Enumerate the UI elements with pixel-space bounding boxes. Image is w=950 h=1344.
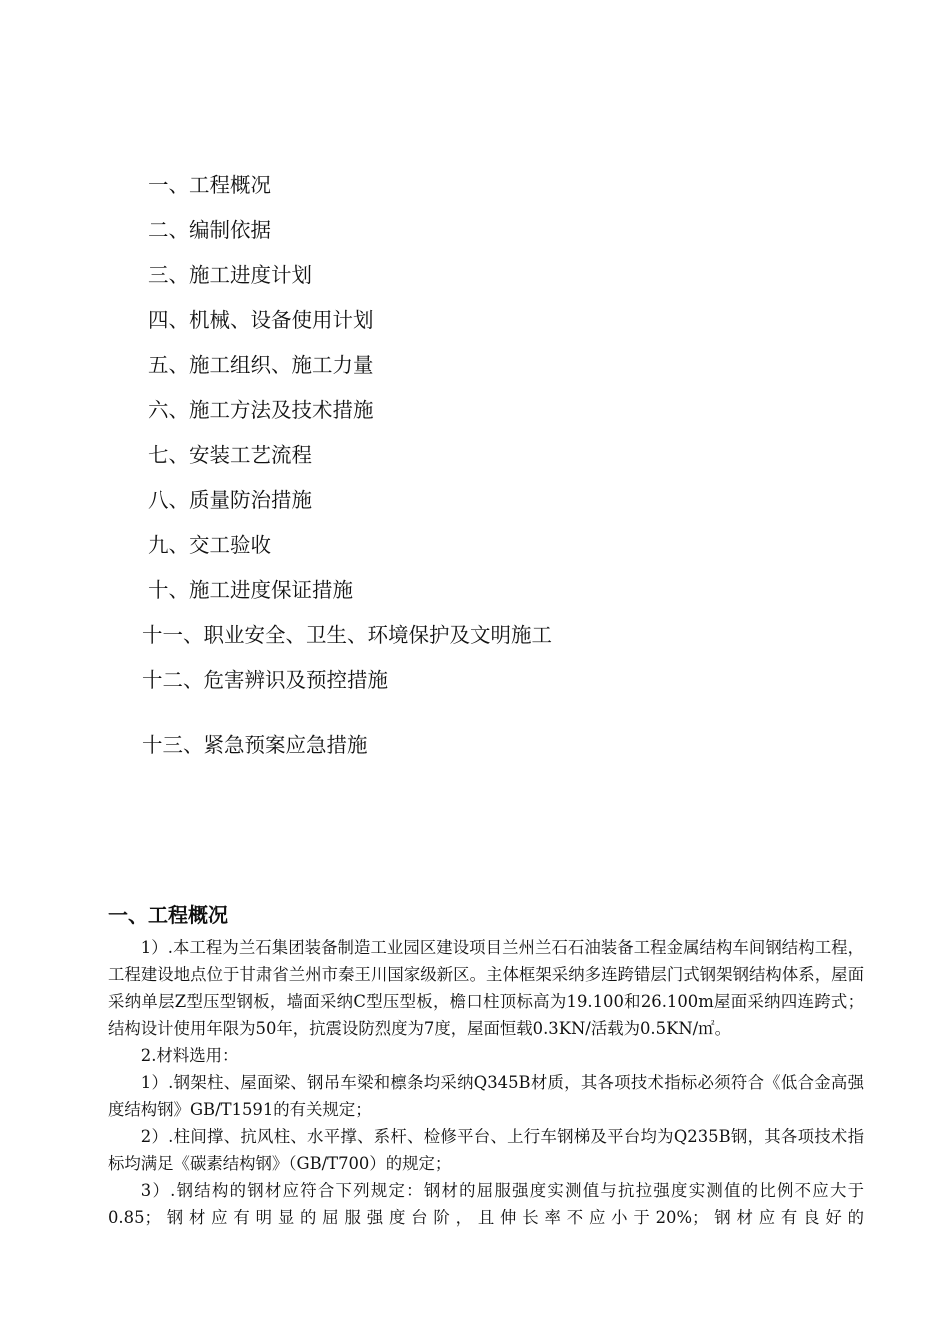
paragraph: 1）.本工程为兰石集团装备制造工业园区建设项目兰州兰石石油装备工程金属结构车间钢结构工程，工程建设地点位于甘肃省兰州市秦王川国家级新区。主体框架采纳多连跨错层门式钢架钢结构体系，屋面采纳单层Z型压型钢板，墙面采纳C型压型板，檐口柱顶标高为19.100和26.100m屋面采纳四连跨式；结构设计使用年限为50年，抗震设防烈度为7度，屋面恒载0.3KN/活载为0.5KN/㎡。 (108, 938, 864, 1038)
paragraph: 1）.钢架柱、屋面梁、钢吊车梁和檩条均采纳Q345B材质，其各项技术指标必须符合《低合金高强度结构钢》GB/T1591的有关规定； (108, 1073, 864, 1119)
paragraph: 2）.柱间撑、抗风柱、水平撑、系杆、检修平台、上行车钢梯及平台均为Q235B钢，其各项技术指标均满足《碳素结构钢》（GB/T700）的规定； (108, 1127, 864, 1173)
toc-item: 五、施工组织、施工力量 (148, 353, 374, 377)
section-body (108, 934, 864, 1231)
toc-item: 十、施工进度保证措施 (148, 578, 353, 602)
toc-item: 四、机械、设备使用计划 (148, 308, 374, 332)
toc-item: 九、交工验收 (148, 533, 271, 557)
toc-item: 二、编制依据 (148, 218, 271, 242)
section-heading: 一、工程概况 (108, 903, 228, 927)
toc-item: 六、施工方法及技术措施 (148, 398, 374, 422)
toc-item: 七、安装工艺流程 (148, 443, 312, 467)
toc-item: 十一、职业安全、卫生、环境保护及文明施工 (142, 623, 552, 647)
toc-item: 十二、危害辨识及预控措施 (142, 668, 388, 692)
toc-item: 八、质量防治措施 (148, 488, 312, 512)
toc-item: 一、工程概况 (148, 173, 271, 197)
toc-item: 三、施工进度计划 (148, 263, 312, 287)
paragraph: 3）.钢结构的钢材应符合下列规定：钢材的屈服强度实测值与抗拉强度实测值的比例不应大于0.85；钢材应有明显的屈服强度台阶，且伸长率不应小于20%；钢材应有良好的 (108, 1181, 864, 1227)
toc-item: 十三、紧急预案应急措施 (142, 733, 368, 757)
paragraph: 2.材料选用： (140, 1046, 239, 1065)
